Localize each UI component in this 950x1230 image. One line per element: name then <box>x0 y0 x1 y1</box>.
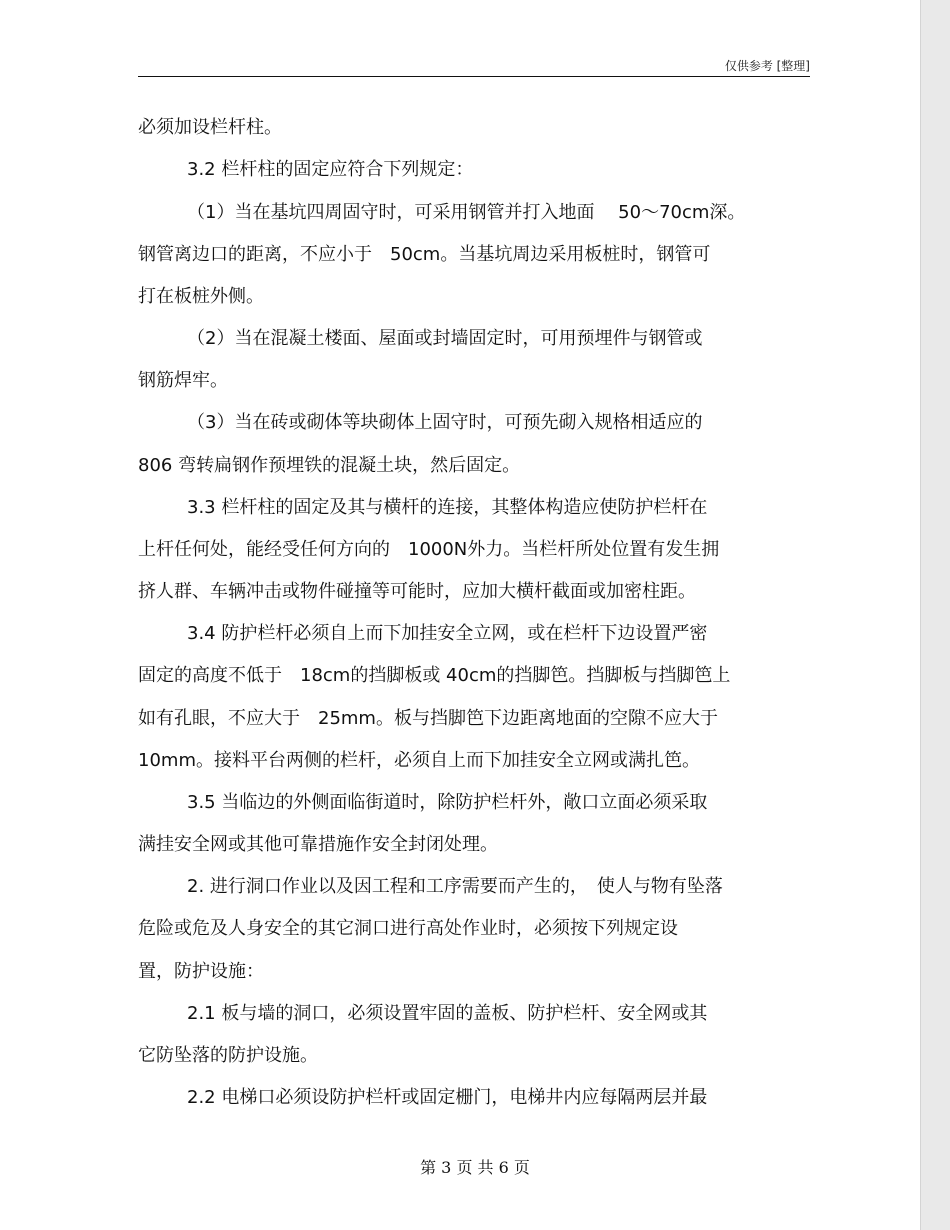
text-line: 2. 进行洞口作业以及因工程和工序需要而产生的， 使人与物有坠落 <box>187 876 723 897</box>
text-line: 3.2 栏杆柱的固定应符合下列规定： <box>187 159 474 180</box>
text-line: 钢筋焊牢。 <box>138 370 228 391</box>
page-number: 第 3 页 共 6 页 <box>420 1158 530 1177</box>
text-line: 806 弯转扁钢作预埋铁的混凝土块，然后固定。 <box>138 455 521 476</box>
header-rule <box>138 76 810 77</box>
text-line: 满挂安全网或其他可靠措施作安全封闭处理。 <box>138 834 498 855</box>
text-line: 危险或危及人身安全的其它洞口进行高处作业时，必须按下列规定设 <box>138 918 678 939</box>
text-line: 上杆任何处，能经受任何方向的 1000N外力。当栏杆所处位置有发生拥 <box>138 539 720 560</box>
text-line: 3.4 防护栏杆必须自上而下加挂安全立网，或在栏杆下边设置严密 <box>187 623 708 644</box>
text-line: （3）当在砖或砌体等块砌体上固守时，可预先砌入规格相适应的 <box>187 412 703 433</box>
text-line: 3.5 当临边的外侧面临街道时，除防护栏杆外，敞口立面必须采取 <box>187 792 708 813</box>
text-line: 3.3 栏杆柱的固定及其与横杆的连接，其整体构造应使防护栏杆在 <box>187 497 708 518</box>
text-line: （2）当在混凝土楼面、屋面或封墙固定时，可用预埋件与钢管或 <box>187 328 703 349</box>
text-line: 必须加设栏杆柱。 <box>138 117 282 138</box>
text-line: 挤人群、车辆冲击或物件碰撞等可能时，应加大横杆截面或加密柱距。 <box>138 581 696 602</box>
text-line: 2.1 板与墙的洞口，必须设置牢固的盖板、防护栏杆、安全网或其 <box>187 1003 708 1024</box>
text-line: 固定的高度不低于 18cm的挡脚板或 40cm的挡脚笆。挡脚板与挡脚笆上 <box>138 665 731 686</box>
text-line: 钢管离边口的距离，不应小于 50cm。当基坑周边采用板桩时，钢管可 <box>138 244 711 265</box>
text-line: （1）当在基坑四周固守时，可采用钢管并打入地面 50～70cm深。 <box>187 202 746 223</box>
text-line: 如有孔眼，不应大于 25mm。板与挡脚笆下边距离地面的空隙不应大于 <box>138 708 718 729</box>
text-line: 打在板桩外侧。 <box>138 286 264 307</box>
text-line: 置，防护设施： <box>138 961 264 982</box>
text-line: 它防坠落的防护设施。 <box>138 1045 318 1066</box>
text-line: 2.2 电梯口必须设防护栏杆或固定栅门，电梯井内应每隔两层并最 <box>187 1087 708 1108</box>
header-note: 仅供参考 [整理] <box>724 59 810 73</box>
text-line: 10mm。接料平台两侧的栏杆，必须自上而下加挂安全立网或满扎笆。 <box>138 750 700 771</box>
